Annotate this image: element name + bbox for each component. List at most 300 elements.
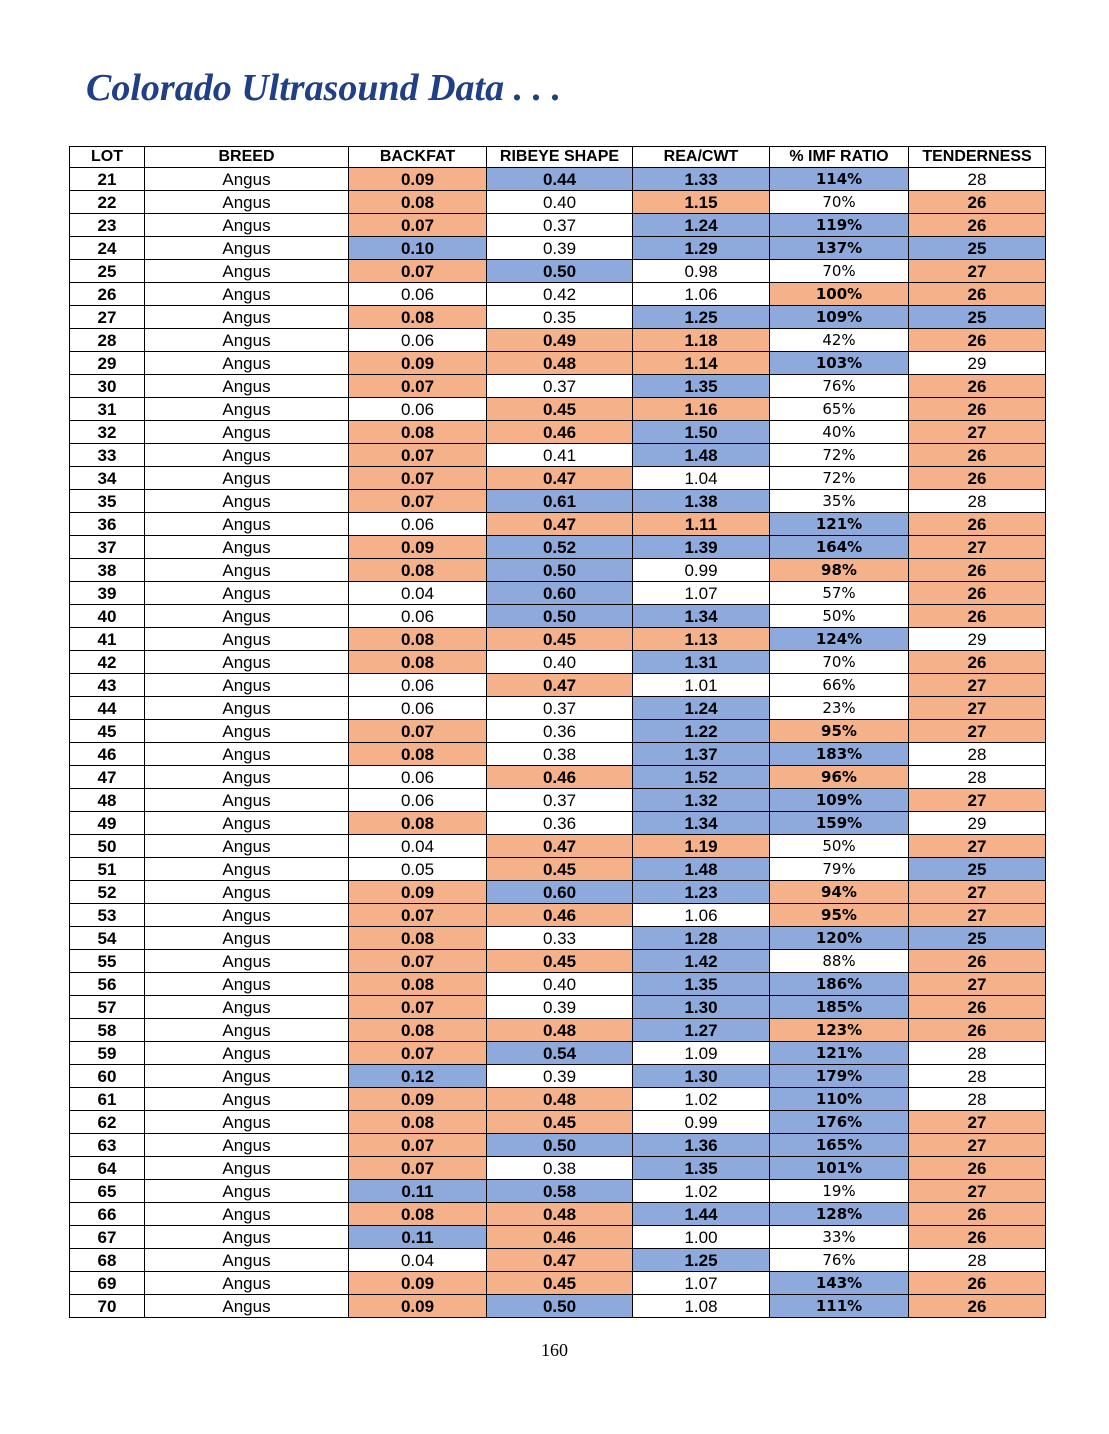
cell-rea-cwt: 1.06 xyxy=(633,283,770,306)
cell-backfat: 0.07 xyxy=(349,950,487,973)
cell-imf-ratio: 109% xyxy=(770,306,909,329)
cell-breed: Angus xyxy=(145,260,349,283)
cell-tenderness: 27 xyxy=(909,835,1046,858)
table-row xyxy=(70,766,1046,789)
table-row xyxy=(70,1065,1046,1088)
cell-lot: 59 xyxy=(70,1042,145,1065)
cell-backfat: 0.04 xyxy=(349,1249,487,1272)
cell-rea-cwt: 1.02 xyxy=(633,1180,770,1203)
cell-tenderness: 26 xyxy=(909,559,1046,582)
table-row xyxy=(70,513,1046,536)
cell-ribeye-shape: 0.50 xyxy=(487,559,633,582)
cell-lot: 65 xyxy=(70,1180,145,1203)
cell-lot: 44 xyxy=(70,697,145,720)
cell-imf-ratio: 19% xyxy=(770,1180,909,1203)
cell-tenderness: 27 xyxy=(909,674,1046,697)
cell-rea-cwt: 1.39 xyxy=(633,536,770,559)
cell-tenderness: 28 xyxy=(909,168,1046,191)
cell-rea-cwt: 1.48 xyxy=(633,858,770,881)
cell-lot: 45 xyxy=(70,720,145,743)
table-row xyxy=(70,812,1046,835)
cell-rea-cwt: 1.36 xyxy=(633,1134,770,1157)
cell-ribeye-shape: 0.60 xyxy=(487,881,633,904)
table-row xyxy=(70,1203,1046,1226)
cell-tenderness: 28 xyxy=(909,1088,1046,1111)
cell-breed: Angus xyxy=(145,283,349,306)
cell-lot: 25 xyxy=(70,260,145,283)
table-row xyxy=(70,214,1046,237)
cell-rea-cwt: 1.34 xyxy=(633,812,770,835)
cell-breed: Angus xyxy=(145,329,349,352)
cell-lot: 49 xyxy=(70,812,145,835)
cell-rea-cwt: 1.33 xyxy=(633,168,770,191)
cell-backfat: 0.08 xyxy=(349,927,487,950)
cell-breed: Angus xyxy=(145,536,349,559)
cell-lot: 62 xyxy=(70,1111,145,1134)
cell-breed: Angus xyxy=(145,1295,349,1318)
cell-rea-cwt: 1.14 xyxy=(633,352,770,375)
cell-tenderness: 26 xyxy=(909,950,1046,973)
cell-tenderness: 27 xyxy=(909,1134,1046,1157)
table-row xyxy=(70,881,1046,904)
cell-ribeye-shape: 0.47 xyxy=(487,467,633,490)
cell-lot: 56 xyxy=(70,973,145,996)
cell-imf-ratio: 101% xyxy=(770,1157,909,1180)
cell-tenderness: 26 xyxy=(909,1272,1046,1295)
cell-imf-ratio: 66% xyxy=(770,674,909,697)
cell-ribeye-shape: 0.42 xyxy=(487,283,633,306)
cell-imf-ratio: 76% xyxy=(770,1249,909,1272)
cell-breed: Angus xyxy=(145,628,349,651)
cell-ribeye-shape: 0.52 xyxy=(487,536,633,559)
cell-lot: 66 xyxy=(70,1203,145,1226)
cell-lot: 31 xyxy=(70,398,145,421)
header-rea-cwt: REA/CWT xyxy=(633,147,770,168)
cell-breed: Angus xyxy=(145,191,349,214)
cell-backfat: 0.06 xyxy=(349,329,487,352)
cell-imf-ratio: 88% xyxy=(770,950,909,973)
cell-backfat: 0.12 xyxy=(349,1065,487,1088)
cell-breed: Angus xyxy=(145,996,349,1019)
cell-rea-cwt: 1.25 xyxy=(633,1249,770,1272)
cell-rea-cwt: 1.02 xyxy=(633,1088,770,1111)
cell-lot: 42 xyxy=(70,651,145,674)
cell-backfat: 0.08 xyxy=(349,1111,487,1134)
cell-breed: Angus xyxy=(145,467,349,490)
cell-tenderness: 28 xyxy=(909,1249,1046,1272)
cell-tenderness: 28 xyxy=(909,766,1046,789)
cell-rea-cwt: 1.04 xyxy=(633,467,770,490)
cell-backfat: 0.07 xyxy=(349,467,487,490)
header-imf-ratio: % IMF RATIO xyxy=(770,147,909,168)
table-row xyxy=(70,697,1046,720)
cell-rea-cwt: 1.31 xyxy=(633,651,770,674)
cell-rea-cwt: 1.44 xyxy=(633,1203,770,1226)
cell-breed: Angus xyxy=(145,697,349,720)
cell-ribeye-shape: 0.45 xyxy=(487,858,633,881)
table-row xyxy=(70,927,1046,950)
cell-breed: Angus xyxy=(145,766,349,789)
cell-ribeye-shape: 0.50 xyxy=(487,260,633,283)
cell-ribeye-shape: 0.47 xyxy=(487,835,633,858)
cell-ribeye-shape: 0.45 xyxy=(487,1272,633,1295)
cell-tenderness: 26 xyxy=(909,1157,1046,1180)
cell-backfat: 0.09 xyxy=(349,352,487,375)
cell-ribeye-shape: 0.37 xyxy=(487,214,633,237)
cell-tenderness: 26 xyxy=(909,444,1046,467)
cell-ribeye-shape: 0.39 xyxy=(487,996,633,1019)
table-row xyxy=(70,237,1046,260)
header-lot: LOT xyxy=(70,147,145,168)
cell-tenderness: 27 xyxy=(909,881,1046,904)
cell-breed: Angus xyxy=(145,1111,349,1134)
cell-rea-cwt: 1.19 xyxy=(633,835,770,858)
table-row xyxy=(70,743,1046,766)
cell-backfat: 0.08 xyxy=(349,559,487,582)
cell-imf-ratio: 110% xyxy=(770,1088,909,1111)
table-row xyxy=(70,950,1046,973)
table-row xyxy=(70,1157,1046,1180)
cell-lot: 34 xyxy=(70,467,145,490)
cell-ribeye-shape: 0.37 xyxy=(487,375,633,398)
cell-ribeye-shape: 0.38 xyxy=(487,743,633,766)
cell-rea-cwt: 1.00 xyxy=(633,1226,770,1249)
cell-backfat: 0.08 xyxy=(349,812,487,835)
cell-breed: Angus xyxy=(145,306,349,329)
cell-rea-cwt: 1.06 xyxy=(633,904,770,927)
cell-ribeye-shape: 0.46 xyxy=(487,421,633,444)
cell-ribeye-shape: 0.50 xyxy=(487,1295,633,1318)
cell-backfat: 0.08 xyxy=(349,651,487,674)
cell-breed: Angus xyxy=(145,559,349,582)
cell-backfat: 0.05 xyxy=(349,858,487,881)
cell-breed: Angus xyxy=(145,1180,349,1203)
cell-rea-cwt: 1.34 xyxy=(633,605,770,628)
cell-rea-cwt: 1.22 xyxy=(633,720,770,743)
cell-breed: Angus xyxy=(145,375,349,398)
cell-backfat: 0.09 xyxy=(349,881,487,904)
cell-backfat: 0.07 xyxy=(349,490,487,513)
table-row xyxy=(70,1088,1046,1111)
cell-imf-ratio: 114% xyxy=(770,168,909,191)
cell-ribeye-shape: 0.48 xyxy=(487,1088,633,1111)
cell-backfat: 0.07 xyxy=(349,375,487,398)
cell-ribeye-shape: 0.50 xyxy=(487,605,633,628)
cell-lot: 38 xyxy=(70,559,145,582)
cell-ribeye-shape: 0.37 xyxy=(487,697,633,720)
cell-tenderness: 27 xyxy=(909,904,1046,927)
cell-tenderness: 26 xyxy=(909,191,1046,214)
cell-imf-ratio: 143% xyxy=(770,1272,909,1295)
page-number: 160 xyxy=(541,1340,568,1360)
cell-imf-ratio: 186% xyxy=(770,973,909,996)
cell-lot: 53 xyxy=(70,904,145,927)
cell-ribeye-shape: 0.45 xyxy=(487,628,633,651)
cell-lot: 68 xyxy=(70,1249,145,1272)
cell-ribeye-shape: 0.50 xyxy=(487,1134,633,1157)
cell-tenderness: 26 xyxy=(909,582,1046,605)
cell-rea-cwt: 1.09 xyxy=(633,1042,770,1065)
cell-ribeye-shape: 0.37 xyxy=(487,789,633,812)
cell-rea-cwt: 0.98 xyxy=(633,260,770,283)
cell-lot: 39 xyxy=(70,582,145,605)
cell-imf-ratio: 70% xyxy=(770,651,909,674)
cell-imf-ratio: 70% xyxy=(770,260,909,283)
cell-imf-ratio: 183% xyxy=(770,743,909,766)
header-backfat: BACKFAT xyxy=(349,147,487,168)
table-row xyxy=(70,605,1046,628)
cell-imf-ratio: 23% xyxy=(770,697,909,720)
cell-ribeye-shape: 0.46 xyxy=(487,904,633,927)
cell-ribeye-shape: 0.45 xyxy=(487,1111,633,1134)
cell-backfat: 0.07 xyxy=(349,996,487,1019)
cell-lot: 60 xyxy=(70,1065,145,1088)
cell-lot: 29 xyxy=(70,352,145,375)
cell-tenderness: 29 xyxy=(909,628,1046,651)
cell-lot: 69 xyxy=(70,1272,145,1295)
cell-backfat: 0.04 xyxy=(349,835,487,858)
cell-lot: 63 xyxy=(70,1134,145,1157)
cell-rea-cwt: 1.24 xyxy=(633,697,770,720)
table-row xyxy=(70,996,1046,1019)
cell-breed: Angus xyxy=(145,444,349,467)
cell-imf-ratio: 98% xyxy=(770,559,909,582)
cell-ribeye-shape: 0.47 xyxy=(487,674,633,697)
cell-tenderness: 26 xyxy=(909,1019,1046,1042)
cell-breed: Angus xyxy=(145,927,349,950)
table-row xyxy=(70,835,1046,858)
cell-tenderness: 27 xyxy=(909,536,1046,559)
header-row xyxy=(70,147,1046,168)
cell-rea-cwt: 1.11 xyxy=(633,513,770,536)
cell-lot: 67 xyxy=(70,1226,145,1249)
cell-backfat: 0.08 xyxy=(349,743,487,766)
cell-lot: 36 xyxy=(70,513,145,536)
cell-imf-ratio: 137% xyxy=(770,237,909,260)
cell-imf-ratio: 76% xyxy=(770,375,909,398)
cell-tenderness: 27 xyxy=(909,789,1046,812)
cell-ribeye-shape: 0.54 xyxy=(487,1042,633,1065)
cell-lot: 21 xyxy=(70,168,145,191)
cell-ribeye-shape: 0.39 xyxy=(487,1065,633,1088)
cell-rea-cwt: 1.25 xyxy=(633,306,770,329)
table-row xyxy=(70,1134,1046,1157)
cell-tenderness: 26 xyxy=(909,214,1046,237)
cell-backfat: 0.08 xyxy=(349,973,487,996)
cell-breed: Angus xyxy=(145,743,349,766)
cell-breed: Angus xyxy=(145,973,349,996)
cell-lot: 48 xyxy=(70,789,145,812)
cell-imf-ratio: 72% xyxy=(770,467,909,490)
cell-breed: Angus xyxy=(145,605,349,628)
cell-lot: 28 xyxy=(70,329,145,352)
cell-imf-ratio: 95% xyxy=(770,720,909,743)
cell-imf-ratio: 40% xyxy=(770,421,909,444)
cell-lot: 37 xyxy=(70,536,145,559)
cell-imf-ratio: 100% xyxy=(770,283,909,306)
cell-backfat: 0.07 xyxy=(349,904,487,927)
table-row xyxy=(70,306,1046,329)
cell-tenderness: 26 xyxy=(909,1226,1046,1249)
cell-breed: Angus xyxy=(145,1019,349,1042)
cell-lot: 54 xyxy=(70,927,145,950)
cell-rea-cwt: 1.38 xyxy=(633,490,770,513)
table-row xyxy=(70,375,1046,398)
cell-imf-ratio: 164% xyxy=(770,536,909,559)
cell-backfat: 0.07 xyxy=(349,720,487,743)
cell-rea-cwt: 1.35 xyxy=(633,375,770,398)
cell-ribeye-shape: 0.48 xyxy=(487,1019,633,1042)
cell-ribeye-shape: 0.48 xyxy=(487,352,633,375)
cell-lot: 51 xyxy=(70,858,145,881)
cell-breed: Angus xyxy=(145,651,349,674)
cell-backfat: 0.09 xyxy=(349,1295,487,1318)
cell-lot: 46 xyxy=(70,743,145,766)
cell-imf-ratio: 121% xyxy=(770,1042,909,1065)
cell-tenderness: 27 xyxy=(909,421,1046,444)
table-row xyxy=(70,973,1046,996)
cell-lot: 22 xyxy=(70,191,145,214)
cell-ribeye-shape: 0.33 xyxy=(487,927,633,950)
cell-tenderness: 28 xyxy=(909,743,1046,766)
cell-imf-ratio: 121% xyxy=(770,513,909,536)
cell-breed: Angus xyxy=(145,950,349,973)
cell-imf-ratio: 120% xyxy=(770,927,909,950)
cell-tenderness: 26 xyxy=(909,398,1046,421)
cell-tenderness: 27 xyxy=(909,973,1046,996)
cell-breed: Angus xyxy=(145,789,349,812)
cell-tenderness: 25 xyxy=(909,237,1046,260)
cell-breed: Angus xyxy=(145,812,349,835)
cell-rea-cwt: 1.07 xyxy=(633,1272,770,1295)
cell-lot: 27 xyxy=(70,306,145,329)
cell-ribeye-shape: 0.40 xyxy=(487,191,633,214)
table-row xyxy=(70,582,1046,605)
cell-ribeye-shape: 0.47 xyxy=(487,1249,633,1272)
cell-rea-cwt: 0.99 xyxy=(633,559,770,582)
cell-imf-ratio: 119% xyxy=(770,214,909,237)
cell-backfat: 0.09 xyxy=(349,536,487,559)
cell-tenderness: 27 xyxy=(909,720,1046,743)
table-row xyxy=(70,352,1046,375)
cell-imf-ratio: 50% xyxy=(770,835,909,858)
cell-ribeye-shape: 0.46 xyxy=(487,766,633,789)
cell-ribeye-shape: 0.48 xyxy=(487,1203,633,1226)
cell-imf-ratio: 123% xyxy=(770,1019,909,1042)
cell-ribeye-shape: 0.38 xyxy=(487,1157,633,1180)
table-row xyxy=(70,398,1046,421)
cell-rea-cwt: 0.99 xyxy=(633,1111,770,1134)
table-row xyxy=(70,858,1046,881)
cell-ribeye-shape: 0.45 xyxy=(487,950,633,973)
page-title: Colorado Ultrasound Data . . . xyxy=(86,67,562,109)
cell-backfat: 0.09 xyxy=(349,1272,487,1295)
cell-rea-cwt: 1.24 xyxy=(633,214,770,237)
table-header xyxy=(70,147,1046,168)
cell-breed: Angus xyxy=(145,1249,349,1272)
cell-imf-ratio: 185% xyxy=(770,996,909,1019)
cell-imf-ratio: 95% xyxy=(770,904,909,927)
table-row xyxy=(70,651,1046,674)
cell-lot: 23 xyxy=(70,214,145,237)
table-row xyxy=(70,1111,1046,1134)
cell-backfat: 0.07 xyxy=(349,214,487,237)
cell-rea-cwt: 1.01 xyxy=(633,674,770,697)
cell-ribeye-shape: 0.61 xyxy=(487,490,633,513)
table-row xyxy=(70,421,1046,444)
table-row xyxy=(70,536,1046,559)
cell-ribeye-shape: 0.58 xyxy=(487,1180,633,1203)
cell-backfat: 0.10 xyxy=(349,237,487,260)
cell-lot: 33 xyxy=(70,444,145,467)
cell-lot: 58 xyxy=(70,1019,145,1042)
cell-lot: 70 xyxy=(70,1295,145,1318)
cell-backfat: 0.11 xyxy=(349,1226,487,1249)
cell-lot: 57 xyxy=(70,996,145,1019)
cell-tenderness: 26 xyxy=(909,651,1046,674)
table-row xyxy=(70,1042,1046,1065)
cell-breed: Angus xyxy=(145,1065,349,1088)
cell-breed: Angus xyxy=(145,1226,349,1249)
cell-breed: Angus xyxy=(145,1203,349,1226)
table-row xyxy=(70,789,1046,812)
cell-tenderness: 27 xyxy=(909,697,1046,720)
cell-rea-cwt: 1.13 xyxy=(633,628,770,651)
cell-breed: Angus xyxy=(145,674,349,697)
cell-rea-cwt: 1.28 xyxy=(633,927,770,950)
cell-rea-cwt: 1.23 xyxy=(633,881,770,904)
cell-breed: Angus xyxy=(145,490,349,513)
cell-backfat: 0.06 xyxy=(349,697,487,720)
cell-ribeye-shape: 0.41 xyxy=(487,444,633,467)
table-row xyxy=(70,720,1046,743)
cell-breed: Angus xyxy=(145,421,349,444)
cell-lot: 30 xyxy=(70,375,145,398)
table-row xyxy=(70,490,1046,513)
cell-imf-ratio: 109% xyxy=(770,789,909,812)
cell-tenderness: 26 xyxy=(909,996,1046,1019)
table-row xyxy=(70,1019,1046,1042)
cell-ribeye-shape: 0.46 xyxy=(487,1226,633,1249)
cell-breed: Angus xyxy=(145,237,349,260)
table-row xyxy=(70,467,1046,490)
table-row xyxy=(70,260,1046,283)
cell-breed: Angus xyxy=(145,352,349,375)
ultrasound-data-table xyxy=(69,146,1046,1318)
table-body xyxy=(70,168,1046,1318)
cell-breed: Angus xyxy=(145,1272,349,1295)
cell-backfat: 0.07 xyxy=(349,444,487,467)
cell-breed: Angus xyxy=(145,1088,349,1111)
cell-backfat: 0.06 xyxy=(349,766,487,789)
cell-backfat: 0.07 xyxy=(349,1134,487,1157)
cell-lot: 41 xyxy=(70,628,145,651)
cell-backfat: 0.09 xyxy=(349,168,487,191)
cell-tenderness: 28 xyxy=(909,490,1046,513)
cell-rea-cwt: 1.30 xyxy=(633,996,770,1019)
cell-breed: Angus xyxy=(145,513,349,536)
cell-ribeye-shape: 0.60 xyxy=(487,582,633,605)
cell-lot: 50 xyxy=(70,835,145,858)
table-row xyxy=(70,1249,1046,1272)
cell-tenderness: 26 xyxy=(909,467,1046,490)
cell-ribeye-shape: 0.36 xyxy=(487,720,633,743)
cell-breed: Angus xyxy=(145,858,349,881)
cell-breed: Angus xyxy=(145,1134,349,1157)
cell-backfat: 0.06 xyxy=(349,789,487,812)
cell-breed: Angus xyxy=(145,1042,349,1065)
cell-backfat: 0.08 xyxy=(349,1203,487,1226)
